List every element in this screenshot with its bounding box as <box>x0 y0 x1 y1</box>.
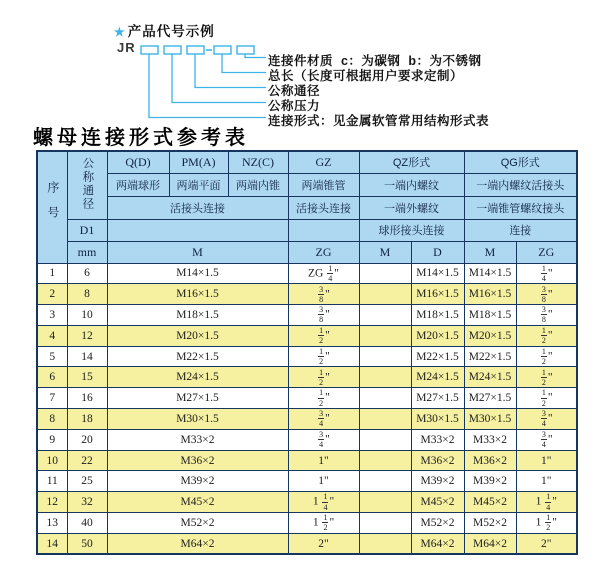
cell-m: M30×1.5 <box>107 409 288 430</box>
cell-m: M39×2 <box>107 471 288 492</box>
code-box-3 <box>187 46 204 54</box>
cell-qg-m: M52×2 <box>464 513 516 534</box>
cell-qg-zg: 1 $\frac{1}{4}$ " <box>516 492 577 513</box>
cell-qz-m <box>359 325 411 346</box>
cell-seq: 2 <box>37 284 67 305</box>
cell-m: M20×1.5 <box>107 325 288 346</box>
cell-zg: 1 $\frac{1}{4}$ " <box>288 492 359 513</box>
cell-qg-m: M45×2 <box>464 492 516 513</box>
cell-seq: 14 <box>37 533 67 554</box>
code-box-1 <box>141 46 158 54</box>
cell-dn: 22 <box>67 450 107 471</box>
header-nz-desc: 两端内锥 <box>228 173 288 196</box>
header-col-pm: PM(A) <box>169 151 228 173</box>
cell-qz-d: M24×1.5 <box>411 367 464 388</box>
cell-m: M27×1.5 <box>107 388 288 409</box>
header-col-qz: QZ形式 <box>359 151 464 173</box>
cell-qz-m <box>359 450 411 471</box>
star-icon: ★ <box>114 25 126 39</box>
cell-m: M22×1.5 <box>107 346 288 367</box>
cell-qg-zg: 1" <box>516 471 577 492</box>
cell-zg: 2" <box>288 533 359 554</box>
cell-qz-m <box>359 429 411 450</box>
cell-qg-zg: $\frac{3}{8}$ " <box>516 305 577 326</box>
cell-seq: 5 <box>37 346 67 367</box>
cell-dn: 12 <box>67 325 107 346</box>
code-label-pressure: 公称压力 <box>268 98 321 113</box>
empty-cell <box>107 219 288 241</box>
cell-qz-d: M16×1.5 <box>411 284 464 305</box>
cell-qz-m <box>359 513 411 534</box>
leader-line-length <box>222 54 266 73</box>
cell-m: M18×1.5 <box>107 305 288 326</box>
cell-dn: 16 <box>67 388 107 409</box>
leader-line-diameter <box>195 54 266 88</box>
header-qg-connection: 连接 <box>464 219 577 241</box>
cell-qz-m <box>359 471 411 492</box>
cell-qz-d: M30×1.5 <box>411 409 464 430</box>
table-row <box>37 305 577 326</box>
table-row <box>37 450 577 471</box>
cell-qg-zg: $\frac{3}{4}$ " <box>516 409 577 430</box>
header-col-q: Q(D) <box>107 151 169 173</box>
header-qz-m-label: M <box>359 241 411 263</box>
header-qz-d-label: D <box>411 241 464 263</box>
cell-zg: 1" <box>288 450 359 471</box>
header-qg-desc2: 一端锥管螺纹接头 <box>464 196 577 219</box>
diagram-title-text: 产品代号示例 <box>127 24 215 39</box>
table-row <box>37 367 577 388</box>
cell-qz-m <box>359 367 411 388</box>
table-row <box>37 284 577 305</box>
cell-zg: $\frac{3}{4}$ " <box>288 409 359 430</box>
cell-qz-m <box>359 284 411 305</box>
header-d1: D1 <box>67 219 107 241</box>
cell-m: M52×2 <box>107 513 288 534</box>
cell-zg: $\frac{3}{8}$ " <box>288 305 359 326</box>
cell-qg-zg: 1 $\frac{1}{2}$ " <box>516 513 577 534</box>
header-mm: mm <box>67 241 107 263</box>
header-pm-desc: 两端平面 <box>169 173 228 196</box>
table-row <box>37 388 577 409</box>
code-label-diameter: 公称通径 <box>268 83 321 98</box>
cell-dn: 40 <box>67 513 107 534</box>
cell-dn: 50 <box>67 533 107 554</box>
cell-dn: 6 <box>67 263 107 284</box>
code-box-5 <box>237 46 254 54</box>
code-label-length: 总长（长度可根据用户要求定制） <box>268 68 464 83</box>
cell-m: M14×1.5 <box>107 263 288 284</box>
table-row <box>37 533 577 554</box>
table-title: 螺母连接形式参考表 <box>33 125 249 149</box>
cell-qg-m: M14×1.5 <box>464 263 516 284</box>
cell-qz-m <box>359 492 411 513</box>
cell-zg: $\frac{1}{2}$ " <box>288 346 359 367</box>
header-seq: 序号 <box>37 151 67 263</box>
cell-qz-d: M20×1.5 <box>411 325 464 346</box>
cell-zg: 1" <box>288 471 359 492</box>
cell-seq: 8 <box>37 409 67 430</box>
table-row <box>37 263 577 284</box>
cell-seq: 6 <box>37 367 67 388</box>
cell-qg-m: M33×2 <box>464 429 516 450</box>
table-row <box>37 492 577 513</box>
cell-seq: 12 <box>37 492 67 513</box>
cell-zg: $\frac{1}{2}$ " <box>288 388 359 409</box>
header-gz-desc: 两端锥管 <box>288 173 359 196</box>
empty-cell <box>288 219 359 241</box>
cell-qg-m: M39×2 <box>464 471 516 492</box>
header-gz-connection: 活接头连接 <box>288 196 359 219</box>
header-union-connection: 活接头连接 <box>107 196 288 219</box>
cell-seq: 9 <box>37 429 67 450</box>
cell-qg-zg: $\frac{3}{4}$ " <box>516 429 577 450</box>
cell-seq: 7 <box>37 388 67 409</box>
cell-seq: 3 <box>37 305 67 326</box>
code-box-4 <box>214 46 231 54</box>
header-qz-connection: 球形接头连接 <box>359 219 464 241</box>
header-zg-label: ZG <box>288 241 359 263</box>
cell-zg: 1 $\frac{1}{2}$ " <box>288 513 359 534</box>
cell-qz-m <box>359 409 411 430</box>
cell-m: M45×2 <box>107 492 288 513</box>
cell-qz-m <box>359 263 411 284</box>
header-qg-desc1: 一端内螺纹活接头 <box>464 173 577 196</box>
cell-dn: 25 <box>67 471 107 492</box>
cell-zg: $\frac{3}{8}$ " <box>288 284 359 305</box>
cell-m: M24×1.5 <box>107 367 288 388</box>
header-qz-desc1: 一端内螺纹 <box>359 173 464 196</box>
cell-qg-zg: $\frac{1}{4}$ " <box>516 263 577 284</box>
code-box-2 <box>164 46 181 54</box>
cell-qg-zg: 1" <box>516 450 577 471</box>
table-row <box>37 471 577 492</box>
header-col-gz: GZ <box>288 151 359 173</box>
cell-qz-m <box>359 533 411 554</box>
cell-qg-zg: $\frac{1}{2}$ " <box>516 388 577 409</box>
header-qg-zg-label: ZG <box>516 241 577 263</box>
table-row <box>37 513 577 534</box>
cell-qg-zg: $\frac{1}{2}$ " <box>516 346 577 367</box>
cell-qz-d: M27×1.5 <box>411 388 464 409</box>
table-row <box>37 429 577 450</box>
cell-dn: 14 <box>67 346 107 367</box>
cell-qz-d: M36×2 <box>411 450 464 471</box>
cell-qg-m: M64×2 <box>464 533 516 554</box>
cell-zg: ZG $\frac{1}{4}$ " <box>288 263 359 284</box>
table-row <box>37 346 577 367</box>
header-dn: 公称通径 <box>67 151 107 219</box>
cell-qz-m <box>359 305 411 326</box>
cell-qg-m: M18×1.5 <box>464 305 516 326</box>
cell-qg-m: M16×1.5 <box>464 284 516 305</box>
cell-qg-zg: $\frac{1}{2}$ " <box>516 325 577 346</box>
cell-qg-m: M27×1.5 <box>464 388 516 409</box>
cell-qg-m: M30×1.5 <box>464 409 516 430</box>
cell-dn: 8 <box>67 284 107 305</box>
cell-qg-zg: 2" <box>516 533 577 554</box>
header-qz-desc2: 一端外螺纹 <box>359 196 464 219</box>
cell-m: M16×1.5 <box>107 284 288 305</box>
cell-seq: 10 <box>37 450 67 471</box>
cell-qz-d: M39×2 <box>411 471 464 492</box>
table-row <box>37 325 577 346</box>
leader-line-connection <box>149 54 266 118</box>
header-col-qg: QG形式 <box>464 151 577 173</box>
cell-dn: 18 <box>67 409 107 430</box>
header-col-nz: NZ(C) <box>228 151 288 173</box>
cell-seq: 4 <box>37 325 67 346</box>
cell-qg-zg: $\frac{1}{2}$ " <box>516 367 577 388</box>
cell-qz-d: M45×2 <box>411 492 464 513</box>
code-prefix: JR <box>117 40 136 55</box>
table-body <box>37 263 577 554</box>
cell-zg: $\frac{3}{4}$ " <box>288 429 359 450</box>
code-label-material: 连接件材质 c：为碳钢 b：为不锈钢 <box>268 53 482 68</box>
cell-qz-d: M14×1.5 <box>411 263 464 284</box>
cell-qz-d: M64×2 <box>411 533 464 554</box>
cell-m: M36×2 <box>107 450 288 471</box>
cell-qz-d: M22×1.5 <box>411 346 464 367</box>
header-q-desc: 两端球形 <box>107 173 169 196</box>
cell-dn: 32 <box>67 492 107 513</box>
cell-qg-m: M20×1.5 <box>464 325 516 346</box>
cell-qg-m: M36×2 <box>464 450 516 471</box>
cell-qg-zg: $\frac{3}{8}$ " <box>516 284 577 305</box>
cell-m: M33×2 <box>107 429 288 450</box>
code-label-connection: 连接形式：见金属软管常用结构形式表 <box>268 113 490 128</box>
leader-line-pressure <box>172 54 266 103</box>
cell-dn: 20 <box>67 429 107 450</box>
cell-m: M64×2 <box>107 533 288 554</box>
cell-qz-d: M52×2 <box>411 513 464 534</box>
nut-connection-reference-table <box>36 150 578 555</box>
cell-qz-d: M18×1.5 <box>411 305 464 326</box>
cell-zg: $\frac{1}{2}$ " <box>288 367 359 388</box>
header-qg-m-label: M <box>464 241 516 263</box>
cell-qg-m: M22×1.5 <box>464 346 516 367</box>
cell-qz-d: M33×2 <box>411 429 464 450</box>
cell-qz-m <box>359 388 411 409</box>
cell-qz-m <box>359 346 411 367</box>
cell-qg-m: M24×1.5 <box>464 367 516 388</box>
table-row <box>37 409 577 430</box>
header-m-label: M <box>107 241 288 263</box>
cell-zg: $\frac{1}{2}$ " <box>288 325 359 346</box>
cell-seq: 1 <box>37 263 67 284</box>
cell-seq: 13 <box>37 513 67 534</box>
cell-dn: 10 <box>67 305 107 326</box>
cell-dn: 15 <box>67 367 107 388</box>
cell-seq: 11 <box>37 471 67 492</box>
